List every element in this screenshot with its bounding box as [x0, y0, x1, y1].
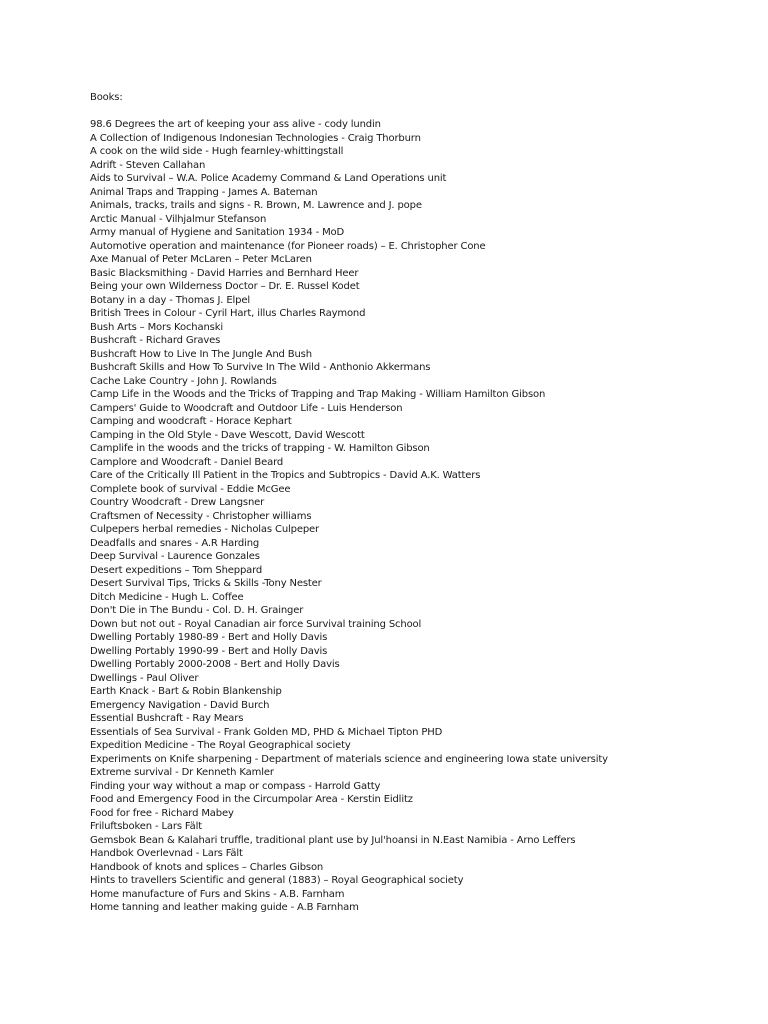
document-body — [90, 91, 750, 915]
book-entry: Deadfalls and snares - A.R Harding — [90, 537, 260, 549]
book-entry: Arctic Manual - Vilhjalmur Stefanson — [90, 213, 267, 225]
book-entry: Axe Manual of Peter McLaren – Peter McLaren — [90, 254, 312, 265]
book-entry: Experiments on Knife sharpening - Department of materials science and engineering Iowa state university — [90, 753, 608, 765]
blank-line — [90, 105, 750, 119]
book-entry: Camplife in the woods and the tricks of trapping - W. Hamilton Gibson — [90, 443, 430, 454]
book-entry: Camp Life in the Woods and the Tricks of Trapping and Trap Making - William Hamilton Gibson — [90, 389, 546, 400]
book-entry: Dwellings - Paul Oliver — [90, 672, 199, 684]
book-entry: Automotive operation and maintenance (for Pioneer roads) – E. Christopher Cone — [90, 240, 486, 252]
book-list — [90, 118, 750, 915]
book-entry: Bushcraft - Richard Graves — [90, 335, 221, 346]
book-entry: Camping and woodcraft - Horace Kephart — [90, 416, 292, 427]
book-entry: Gemsbok Bean & Kalahari truffle, traditional plant use by Jul'hoansi in N.East Namibia - Arno Leffers — [90, 834, 576, 846]
book-entry: Dwelling Portably 1990-99 - Bert and Holly Davis — [90, 645, 328, 657]
book-entry: Handbook of knots and splices – Charles Gibson — [90, 861, 324, 873]
book-entry: Army manual of Hygiene and Sanitation 1934 - MoD — [90, 227, 345, 238]
book-entry: British Trees in Colour - Cyril Hart, illus Charles Raymond — [90, 308, 366, 319]
book-entry: Desert Survival Tips, Tricks & Skills -Tony Nester — [90, 578, 322, 589]
book-entry: Culpepers herbal remedies - Nicholas Culpeper — [90, 524, 319, 535]
book-entry: Down but not out - Royal Canadian air force Survival training School — [90, 618, 422, 630]
book-entry: Campers' Guide to Woodcraft and Outdoor Life - Luis Henderson — [90, 402, 403, 414]
book-entry: Adrift - Steven Callahan — [90, 159, 206, 171]
book-entry: Home tanning and leather making guide - A.B Farnham — [90, 902, 359, 913]
book-entry: Complete book of survival - Eddie McGee — [90, 483, 291, 495]
book-entry: Dwelling Portably 2000-2008 - Bert and Holly Davis — [90, 659, 340, 670]
book-entry: Bushcraft How to Live In The Jungle And Bush — [90, 348, 312, 360]
book-entry: Essentials of Sea Survival - Frank Golden MD, PHD & Michael Tipton PHD — [90, 726, 443, 738]
book-entry: A cook on the wild side - Hugh fearnley-whittingstall — [90, 146, 344, 157]
book-entry: Camping in the Old Style - Dave Wescott, David Wescott — [90, 429, 365, 441]
book-entry: Botany in a day - Thomas J. Elpel — [90, 294, 250, 306]
book-entry: Finding your way without a map or compass - Harrold Gatty — [90, 780, 381, 792]
book-entry: Hints to travellers Scientific and general (1883) – Royal Geographical society — [90, 875, 464, 886]
book-entry: Food and Emergency Food in the Circumpolar Area - Kerstin Eidlitz — [90, 794, 413, 805]
book-entry: A Collection of Indigenous Indonesian Technologies - Craig Thorburn — [90, 132, 421, 144]
book-entry: Friluftsboken - Lars Fält — [90, 821, 202, 832]
book-entry: Earth Knack - Bart & Robin Blankenship — [90, 686, 282, 697]
book-entry: Dwelling Portably 1980-89 - Bert and Holly Davis — [90, 632, 328, 643]
book-entry: Animal Traps and Trapping - James A. Bateman — [90, 186, 318, 198]
book-entry: Emergency Navigation - David Burch — [90, 699, 270, 711]
book-entry: Care of the Critically Ill Patient in the Tropics and Subtropics - David A.K. Watters — [90, 470, 481, 481]
book-entry: Camplore and Woodcraft - Daniel Beard — [90, 456, 284, 468]
book-entry: Country Woodcraft - Drew Langsner — [90, 497, 265, 508]
book-entry: Essential Bushcraft - Ray Mears — [90, 713, 244, 724]
book-entry: Home manufacture of Furs and Skins - A.B. Farnham — [90, 888, 345, 900]
book-entry: Desert expeditions – Tom Sheppard — [90, 564, 263, 576]
book-entry: Aids to Survival – W.A. Police Academy Command & Land Operations unit — [90, 173, 447, 184]
book-entry: 98.6 Degrees the art of keeping your ass alive - cody lundin — [90, 119, 381, 130]
book-entry: Extreme survival - Dr Kenneth Kamler — [90, 767, 274, 778]
book-entry: Deep Survival - Laurence Gonzales — [90, 551, 260, 562]
book-entry: Bush Arts – Mors Kochanski — [90, 321, 223, 333]
book-entry: Food for free - Richard Mabey — [90, 807, 234, 819]
book-entry: Cache Lake Country - John J. Rowlands — [90, 375, 277, 387]
book-entry: Basic Blacksmithing - David Harries and Bernhard Heer — [90, 267, 359, 279]
book-entry: Don't Die in The Bundu - Col. D. H. Grainger — [90, 605, 304, 616]
book-entry: Craftsmen of Necessity - Christopher williams — [90, 510, 312, 522]
book-entry: Bushcraft Skills and How To Survive In The Wild - Anthonio Akkermans — [90, 362, 431, 373]
section-heading: Books: — [90, 92, 123, 103]
book-entry: Ditch Medicine - Hugh L. Coffee — [90, 591, 244, 603]
book-entry: Being your own Wilderness Doctor – Dr. E. Russel Kodet — [90, 281, 360, 292]
book-entry: Handbok Overlevnad - Lars Fält — [90, 848, 243, 859]
book-entry: Expedition Medicine - The Royal Geographical society — [90, 740, 351, 751]
book-entry: Animals, tracks, trails and signs - R. Brown, M. Lawrence and J. pope — [90, 200, 422, 211]
